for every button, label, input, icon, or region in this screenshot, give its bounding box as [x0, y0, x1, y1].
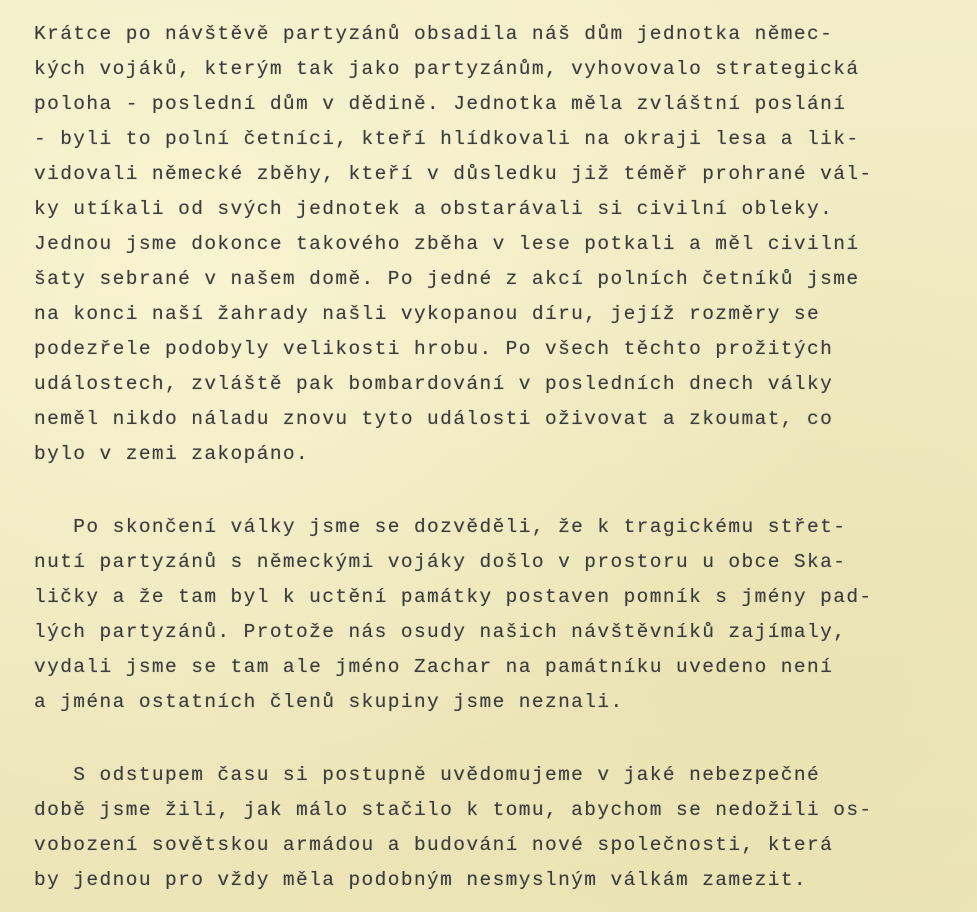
text-line: Po skončení války jsme se dozvěděli, že k tragickému střet-: [34, 516, 847, 538]
text-line: neměl nikdo náladu znovu tyto události oživovat a zkoumat, co: [34, 408, 834, 430]
text-line: kých vojáků, kterým tak jako partyzánům, vyhovovalo strategická: [34, 58, 860, 80]
text-line: nutí partyzánů s německými vojáky došlo v prostoru u obce Ska-: [34, 551, 847, 573]
text-line: době jsme žili, jak málo stačilo k tomu, abychom se nedožili os-: [34, 799, 873, 821]
text-line: bylo v zemi zakopáno.: [34, 443, 310, 465]
text-line: událostech, zvláště pak bombardování v posledních dnech války: [34, 373, 834, 395]
text-line: šaty sebrané v našem domě. Po jedné z akcí polních četníků jsme: [34, 268, 860, 290]
text-line: vidovali německé zběhy, kteří v důsledku již téměř prohrané vál-: [34, 163, 873, 185]
text-line: lých partyzánů. Protože nás osudy našich návštěvníků zajímaly,: [34, 621, 847, 643]
text-line: na konci naší žahrady našli vykopanou díru, jejíž rozměry se: [34, 303, 821, 325]
text-line: Jednou jsme dokonce takového zběha v lese potkali a měl civilní: [34, 233, 860, 255]
text-line: vydali jsme se tam ale jméno Zachar na památníku uvedeno není: [34, 656, 834, 678]
text-line: vobození sovětskou armádou a budování nové společnosti, která: [34, 834, 834, 856]
text-line: podezřele podobyly velikosti hrobu. Po všech těchto prožitých: [34, 338, 834, 360]
text-line: - byli to polní četníci, kteří hlídkovali na okraji lesa a lik-: [34, 128, 860, 150]
text-line: ky utíkali od svých jednotek a obstarávali si civilní obleky.: [34, 198, 834, 220]
text-line: ličky a že tam byl k uctění památky postaven pomník s jmény pad-: [34, 586, 873, 608]
text-line: S odstupem času si postupně uvědomujeme v jaké nebezpečné: [34, 764, 821, 786]
text-line: Krátce po návštěvě partyzánů obsadila náš dům jednotka němec-: [34, 23, 834, 45]
text-line: poloha - poslední dům v dědině. Jednotka měla zvláštní poslání: [34, 93, 847, 115]
text-line: a jména ostatních členů skupiny jsme neznali.: [34, 691, 624, 713]
text-line: by jednou pro vždy měla podobným nesmyslným válkám zamezit.: [34, 869, 808, 891]
